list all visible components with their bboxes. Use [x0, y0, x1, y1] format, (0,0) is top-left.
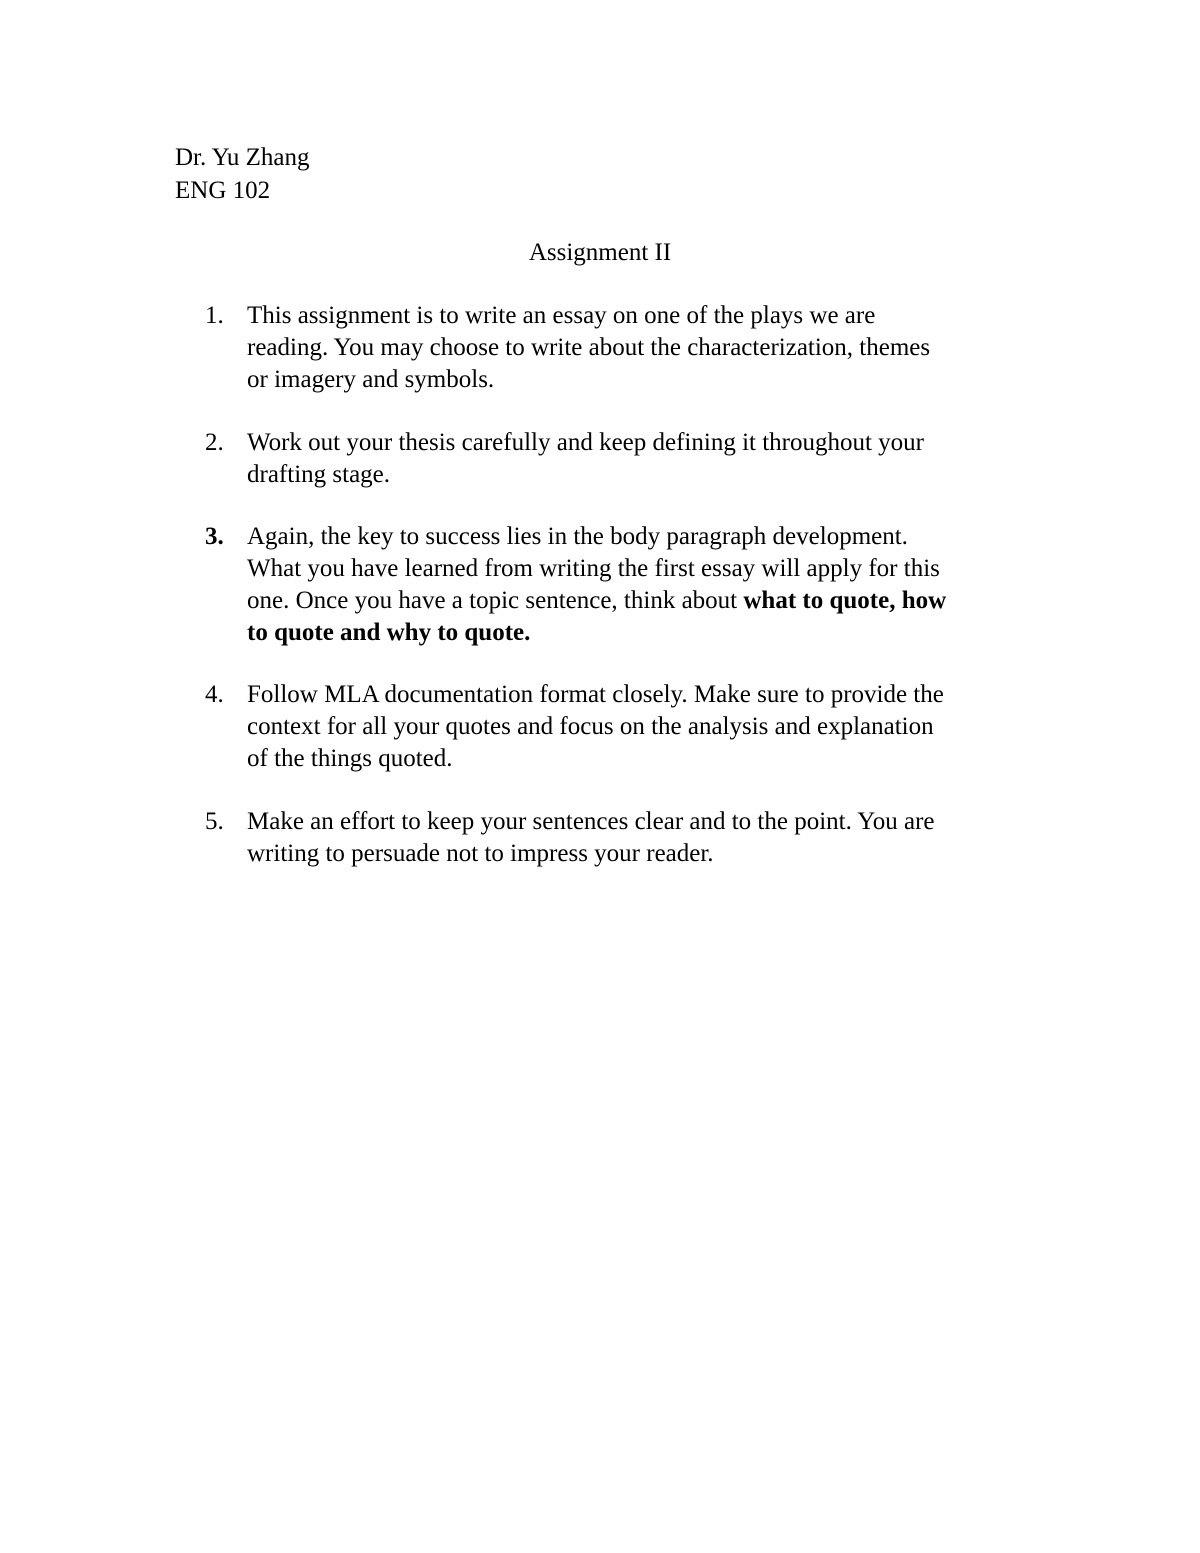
list-item-line: What you have learned from writing the first essay will apply for this — [247, 555, 940, 582]
list-item-number: 3. — [205, 523, 224, 550]
list-item-text — [247, 806, 1045, 870]
list-item-number: 1. — [205, 302, 224, 329]
list-item-line — [247, 585, 1045, 617]
course-code: ENG 102 — [175, 177, 271, 204]
list-item-line: Make an effort to keep your sentences clear and to the point. You are — [247, 808, 935, 835]
list-item-text — [247, 679, 1045, 775]
list-item — [205, 300, 1045, 396]
list-item-number: 4. — [205, 681, 224, 708]
list-item-line: Again, the key to success lies in the body paragraph development. — [247, 523, 908, 550]
list-item — [205, 427, 1045, 491]
list-item — [205, 679, 1045, 775]
emphasis-text: what to quote, how — [743, 587, 947, 614]
list-item-number: 5. — [205, 808, 224, 835]
list-item-line: of the things quoted. — [247, 745, 453, 772]
list-item-text — [247, 300, 1045, 396]
list-item-line: drafting stage. — [247, 461, 391, 488]
list-item — [205, 806, 1045, 870]
instructor-name: Dr. Yu Zhang — [175, 144, 310, 171]
list-item-text — [247, 427, 1045, 491]
list-item-text-plain: one. Once you have a topic sentence, think about — [247, 587, 744, 614]
list-item-line: Follow MLA documentation format closely. Make sure to provide the — [247, 681, 944, 708]
list-item-line: Work out your thesis carefully and keep defining it throughout your — [247, 429, 925, 456]
list-item-line: context for all your quotes and focus on the analysis and explanation — [247, 713, 934, 740]
list-item-line: writing to persuade not to impress your reader. — [247, 840, 714, 867]
list-item-line: This assignment is to write an essay on one of the plays we are — [247, 302, 876, 329]
list-item — [205, 521, 1045, 649]
emphasis-text: to quote and why to quote. — [247, 619, 531, 646]
list-item-line: reading. You may choose to write about the characterization, themes — [247, 334, 931, 361]
assignment-title: Assignment II — [528, 239, 672, 266]
list-item-number: 2. — [205, 429, 224, 456]
list-item-line: or imagery and symbols. — [247, 366, 495, 393]
list-item-text — [247, 521, 1045, 649]
